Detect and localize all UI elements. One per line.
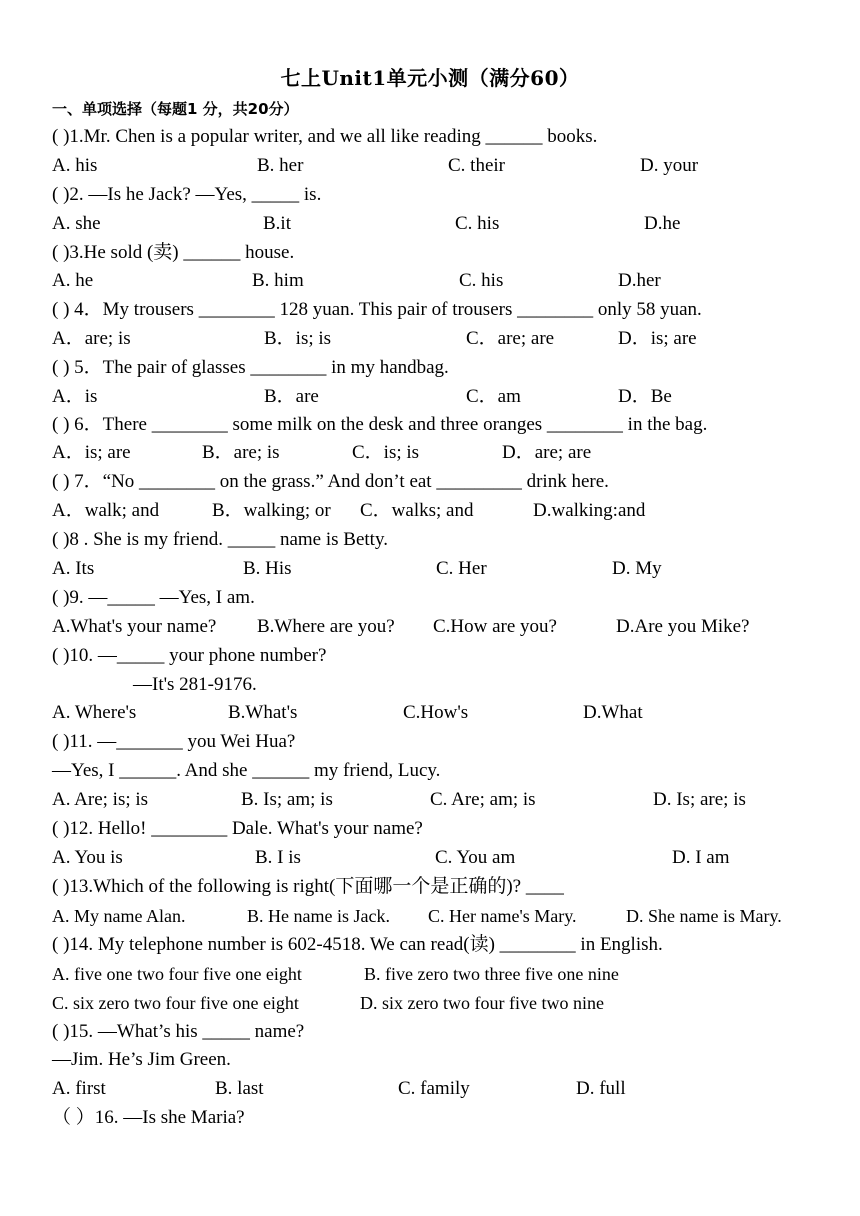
option-a: A．is — [52, 386, 98, 407]
options-1 — [0, 154, 860, 178]
option-a: A. Are; is; is — [52, 789, 149, 810]
option-a: A. she — [52, 213, 101, 234]
question-2: ( )2. —Is he Jack? —Yes, _____ is. — [52, 184, 322, 205]
option-c: C．are; are — [466, 328, 555, 349]
option-d: D. She name is Mary. — [626, 906, 782, 926]
page-title: 七上Unit1单元小测（满分60） — [280, 66, 580, 90]
option-d: D．Be — [618, 386, 672, 407]
option-b: B. I is — [255, 847, 301, 868]
option-c: C．walks; and — [360, 500, 474, 521]
option-b: B．are — [264, 386, 319, 407]
question-8: ( )8 . She is my friend. _____ name is Betty. — [52, 529, 388, 550]
option-a: A．walk; and — [52, 500, 160, 521]
question-10: ( )10. —_____ your phone number? — [52, 645, 327, 666]
option-b: B.Where are you? — [257, 616, 395, 637]
question-11: ( )11. —_______ you Wei Hua? — [52, 731, 296, 752]
option-c: C. Her name's Mary. — [428, 906, 577, 926]
question-5: ( ) 5．The pair of glasses ________ in my handbag. — [52, 357, 449, 378]
question-1: ( )1.Mr. Chen is a popular writer, and we all like reading ______ books. — [52, 126, 598, 147]
question-3: ( )3.He sold (卖) ______ house. — [52, 242, 295, 263]
option-c: C. his — [455, 213, 500, 234]
option-a: A.What's your name? — [52, 616, 217, 637]
option-c: C.How are you? — [433, 616, 557, 637]
option-d: D. Is; are; is — [653, 789, 746, 810]
options-9 — [0, 615, 860, 639]
options-6 — [0, 441, 860, 465]
option-c: C. Her — [436, 558, 487, 579]
option-b: B.What's — [228, 702, 298, 723]
option-d: D.he — [644, 213, 681, 234]
option-b: B. him — [252, 270, 304, 291]
option-c: C. their — [448, 155, 505, 176]
question-7: ( ) 7．“No ________ on the grass.” And don’t eat _________ drink here. — [52, 471, 609, 492]
option-d: D. your — [640, 155, 699, 176]
option-b: B.it — [263, 213, 291, 234]
option-a: A．is; are — [52, 442, 131, 463]
section-heading: 一、单项选择（每题1 分，共20分） — [52, 100, 299, 118]
option-a: A．are; is — [52, 328, 131, 349]
question-14: ( )14. My telephone number is 602-4518. We can read(读) ________ in English. — [52, 934, 663, 955]
options-3 — [0, 269, 860, 293]
question-12: ( )12. Hello! ________ Dale. What's your name? — [52, 818, 423, 839]
option-b: B．are; is — [202, 442, 280, 463]
options-11 — [0, 788, 860, 812]
option-c: C. Are; am; is — [430, 789, 536, 810]
option-c: C. You am — [435, 847, 516, 868]
option-d: D.Are you Mike? — [616, 616, 750, 637]
options-13 — [0, 904, 860, 928]
question-6: ( ) 6．There ________ some milk on the desk and three oranges ________ in the bag. — [52, 414, 708, 435]
option-d: D. I am — [672, 847, 730, 868]
options-8 — [0, 557, 860, 581]
question-13: ( )13.Which of the following is right(下面哪一个是正确的)? ____ — [52, 876, 564, 897]
options-5 — [0, 385, 860, 409]
question-9: ( )9. —_____ —Yes, I am. — [52, 587, 255, 608]
options-12 — [0, 846, 860, 870]
option-c: C. family — [398, 1078, 470, 1099]
option-d: D.What — [583, 702, 643, 723]
option-c: C．am — [466, 386, 521, 407]
option-d: D. My — [612, 558, 662, 579]
option-a: A. his — [52, 155, 98, 176]
option-b: B. Is; am; is — [241, 789, 333, 810]
option-d: D.her — [618, 270, 661, 291]
options-15 — [0, 1077, 860, 1101]
question-16: （ ）16. —Is she Maria? — [52, 1107, 245, 1128]
option-b: B．is; is — [264, 328, 332, 349]
option-d: D．is; are — [618, 328, 697, 349]
option-b: B. her — [257, 155, 304, 176]
question-15-answer: —Jim. He’s Jim Green. — [52, 1049, 231, 1070]
option-a: A. Its — [52, 558, 95, 579]
option-a: A. My name Alan. — [52, 906, 186, 926]
option-d: D．are; are — [502, 442, 592, 463]
option-b: B. last — [215, 1078, 264, 1099]
question-10-answer: —It's 281-9176. — [133, 674, 257, 695]
option-c: C.How's — [403, 702, 469, 723]
option-b: B. His — [243, 558, 292, 579]
options-10 — [0, 701, 860, 725]
option-d: D.walking:and — [533, 500, 646, 521]
options-14-row2 — [0, 991, 860, 1015]
option-c: C. six zero two four five one eight — [52, 993, 299, 1013]
option-a: A. first — [52, 1078, 106, 1099]
option-a: A. Where's — [52, 702, 137, 723]
options-2 — [0, 212, 860, 236]
option-c: C．is; is — [352, 442, 420, 463]
option-a: A. he — [52, 270, 94, 291]
option-c: C. his — [459, 270, 504, 291]
option-a: A. five one two four five one eight — [52, 964, 302, 984]
question-15: ( )15. —What’s his _____ name? — [52, 1021, 305, 1042]
options-4 — [0, 327, 860, 351]
question-4: ( ) 4．My trousers ________ 128 yuan. This pair of trousers ________ only 58 yuan. — [52, 299, 702, 320]
option-d: D. six zero two four five two nine — [360, 993, 604, 1013]
option-d: D. full — [576, 1078, 626, 1099]
option-b: B．walking; or — [212, 500, 331, 521]
options-14-row1 — [0, 962, 860, 986]
option-b: B. five zero two three five one nine — [364, 964, 619, 984]
options-7 — [0, 499, 860, 523]
option-b: B. He name is Jack. — [247, 906, 390, 926]
option-a: A. You is — [52, 847, 123, 868]
question-11-dialogue: —Yes, I ______. And she ______ my friend, Lucy. — [52, 760, 441, 781]
